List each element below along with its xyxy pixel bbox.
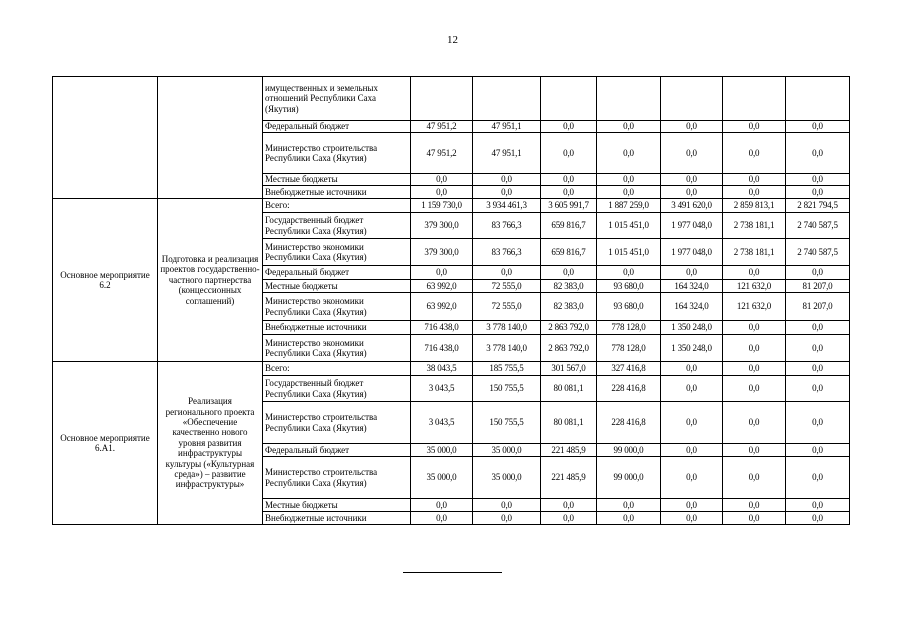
value-cell [411,77,473,121]
value-cell: 0,0 [723,321,786,335]
value-cell: 82 383,0 [541,293,597,321]
value-cell: 80 081,1 [541,402,597,444]
value-cell: 0,0 [661,174,723,186]
funding-source-cell: Внебюджетные источники [263,186,411,199]
value-cell: 0,0 [541,174,597,186]
funding-source-cell: Министерство строительства Республики Саха (Якутия) [263,133,411,174]
value-cell: 0,0 [723,335,786,362]
value-cell: 228 416,8 [597,402,661,444]
budget-table [52,76,850,525]
value-cell: 0,0 [723,362,786,376]
value-cell: 35 000,0 [411,457,473,499]
value-cell: 0,0 [661,376,723,402]
value-cell: 1 887 259,0 [597,199,661,213]
value-cell: 2 863 792,0 [541,335,597,362]
value-cell: 0,0 [473,499,541,512]
value-cell: 3 491 620,0 [661,199,723,213]
value-cell: 221 485,9 [541,457,597,499]
funding-source-cell: Министерство экономики Республики Саха (Якутия) [263,239,411,266]
funding-source-cell: имущественных и земельных отношений Республики Саха (Якутия) [263,77,411,121]
value-cell: 0,0 [786,499,850,512]
value-cell: 0,0 [786,266,850,280]
value-cell: 164 324,0 [661,280,723,293]
measure-name-cell [53,77,158,199]
value-cell: 35 000,0 [473,444,541,457]
funding-source-cell: Внебюджетные источники [263,321,411,335]
value-cell: 0,0 [661,444,723,457]
value-cell: 0,0 [723,376,786,402]
value-cell: 0,0 [541,186,597,199]
table-row [53,199,850,213]
value-cell: 0,0 [661,402,723,444]
value-cell: 0,0 [661,362,723,376]
value-cell: 1 015 451,0 [597,239,661,266]
value-cell: 3 934 461,3 [473,199,541,213]
table-row [53,77,850,121]
value-cell: 83 766,3 [473,239,541,266]
measure-description-cell: Подготовка и реализация проектов государственно-частного партнерства (концессионных соглашений) [158,199,263,362]
value-cell: 0,0 [597,266,661,280]
table-row [53,362,850,376]
value-cell: 0,0 [786,321,850,335]
value-cell: 99 000,0 [597,457,661,499]
value-cell: 93 680,0 [597,293,661,321]
value-cell: 3 778 140,0 [473,321,541,335]
value-cell: 0,0 [473,512,541,525]
value-cell [723,77,786,121]
page-number: 12 [447,34,458,46]
value-cell: 0,0 [661,133,723,174]
value-cell: 1 977 048,0 [661,239,723,266]
value-cell: 1 977 048,0 [661,213,723,239]
value-cell: 81 207,0 [786,293,850,321]
value-cell [597,77,661,121]
value-cell: 0,0 [723,512,786,525]
value-cell: 63 992,0 [411,280,473,293]
value-cell: 0,0 [411,174,473,186]
value-cell: 0,0 [661,499,723,512]
value-cell: 2 821 794,5 [786,199,850,213]
value-cell: 301 567,0 [541,362,597,376]
value-cell: 0,0 [723,457,786,499]
value-cell: 185 755,5 [473,362,541,376]
value-cell [661,77,723,121]
value-cell: 82 383,0 [541,280,597,293]
funding-source-cell: Внебюджетные источники [263,512,411,525]
value-cell: 2 738 181,1 [723,213,786,239]
value-cell [473,77,541,121]
value-cell: 0,0 [786,402,850,444]
value-cell: 0,0 [541,512,597,525]
value-cell: 379 300,0 [411,213,473,239]
value-cell: 3 043,5 [411,402,473,444]
funding-source-cell: Государственный бюджет Республики Саха (Якутия) [263,213,411,239]
value-cell: 221 485,9 [541,444,597,457]
value-cell: 63 992,0 [411,293,473,321]
value-cell: 0,0 [473,266,541,280]
value-cell: 0,0 [786,512,850,525]
funding-source-cell: Государственный бюджет Республики Саха (Якутия) [263,376,411,402]
measure-description-cell [158,77,263,199]
value-cell: 47 951,1 [473,133,541,174]
value-cell: 72 555,0 [473,293,541,321]
value-cell: 0,0 [723,444,786,457]
value-cell: 2 740 587,5 [786,239,850,266]
value-cell: 2 738 181,1 [723,239,786,266]
value-cell: 0,0 [786,121,850,133]
value-cell: 80 081,1 [541,376,597,402]
measure-name-cell: Основное мероприятие 6.А1. [53,362,158,525]
value-cell: 0,0 [473,186,541,199]
value-cell: 0,0 [597,133,661,174]
value-cell: 3 043,5 [411,376,473,402]
value-cell: 228 416,8 [597,376,661,402]
funding-source-cell: Федеральный бюджет [263,444,411,457]
value-cell: 47 951,1 [473,121,541,133]
funding-source-cell: Местные бюджеты [263,499,411,512]
value-cell: 150 755,5 [473,376,541,402]
value-cell: 99 000,0 [597,444,661,457]
value-cell: 0,0 [411,186,473,199]
value-cell: 164 324,0 [661,293,723,321]
value-cell: 0,0 [597,186,661,199]
value-cell: 0,0 [786,362,850,376]
value-cell: 93 680,0 [597,280,661,293]
value-cell: 0,0 [597,121,661,133]
value-cell: 659 816,7 [541,213,597,239]
value-cell: 121 632,0 [723,280,786,293]
value-cell: 0,0 [786,376,850,402]
value-cell: 0,0 [786,457,850,499]
value-cell: 0,0 [723,499,786,512]
value-cell: 327 416,8 [597,362,661,376]
value-cell [541,77,597,121]
value-cell: 1 350 248,0 [661,335,723,362]
value-cell: 0,0 [723,186,786,199]
funding-source-cell: Министерство строительства Республики Саха (Якутия) [263,457,411,499]
value-cell: 2 740 587,5 [786,213,850,239]
value-cell: 3 778 140,0 [473,335,541,362]
value-cell: 0,0 [541,133,597,174]
value-cell: 0,0 [723,266,786,280]
value-cell: 0,0 [786,174,850,186]
value-cell: 379 300,0 [411,239,473,266]
value-cell: 0,0 [411,499,473,512]
value-cell: 0,0 [411,512,473,525]
value-cell: 0,0 [661,266,723,280]
value-cell: 0,0 [723,174,786,186]
value-cell: 121 632,0 [723,293,786,321]
value-cell: 0,0 [473,174,541,186]
value-cell: 3 605 991,7 [541,199,597,213]
value-cell: 0,0 [723,133,786,174]
value-cell: 0,0 [786,335,850,362]
footnote-divider [403,572,502,573]
value-cell: 0,0 [597,174,661,186]
measure-name-cell: Основное мероприятие 6.2 [53,199,158,362]
value-cell: 1 159 730,0 [411,199,473,213]
value-cell: 778 128,0 [597,335,661,362]
value-cell: 0,0 [723,121,786,133]
value-cell: 0,0 [661,186,723,199]
value-cell: 150 755,5 [473,402,541,444]
funding-source-cell: Всего: [263,199,411,213]
value-cell: 0,0 [661,512,723,525]
value-cell: 81 207,0 [786,280,850,293]
value-cell: 2 863 792,0 [541,321,597,335]
value-cell: 716 438,0 [411,335,473,362]
value-cell: 83 766,3 [473,213,541,239]
funding-source-cell: Местные бюджеты [263,174,411,186]
value-cell: 0,0 [597,512,661,525]
funding-source-cell: Всего: [263,362,411,376]
value-cell: 0,0 [723,402,786,444]
value-cell: 0,0 [661,457,723,499]
value-cell: 35 000,0 [411,444,473,457]
value-cell: 0,0 [597,499,661,512]
value-cell: 0,0 [786,186,850,199]
funding-source-cell: Министерство экономики Республики Саха (Якутия) [263,335,411,362]
value-cell: 716 438,0 [411,321,473,335]
value-cell: 47 951,2 [411,121,473,133]
value-cell: 0,0 [786,444,850,457]
funding-source-cell: Федеральный бюджет [263,121,411,133]
value-cell: 778 128,0 [597,321,661,335]
measure-description-cell: Реализация регионального проекта «Обеспечение качественно нового уровня развития инфраструктуры культуры («Культурная среда») – развитие инфраструктуры» [158,362,263,525]
value-cell: 2 859 813,1 [723,199,786,213]
value-cell: 0,0 [541,499,597,512]
value-cell: 38 043,5 [411,362,473,376]
funding-source-cell: Министерство строительства Республики Саха (Якутия) [263,402,411,444]
value-cell: 72 555,0 [473,280,541,293]
value-cell: 47 951,2 [411,133,473,174]
value-cell: 0,0 [411,266,473,280]
value-cell: 0,0 [786,133,850,174]
value-cell: 1 350 248,0 [661,321,723,335]
value-cell [786,77,850,121]
value-cell: 0,0 [661,121,723,133]
funding-source-cell: Министерство экономики Республики Саха (Якутия) [263,293,411,321]
value-cell: 35 000,0 [473,457,541,499]
funding-source-cell: Федеральный бюджет [263,266,411,280]
value-cell: 0,0 [541,121,597,133]
value-cell: 659 816,7 [541,239,597,266]
value-cell: 1 015 451,0 [597,213,661,239]
value-cell: 0,0 [541,266,597,280]
funding-source-cell: Местные бюджеты [263,280,411,293]
